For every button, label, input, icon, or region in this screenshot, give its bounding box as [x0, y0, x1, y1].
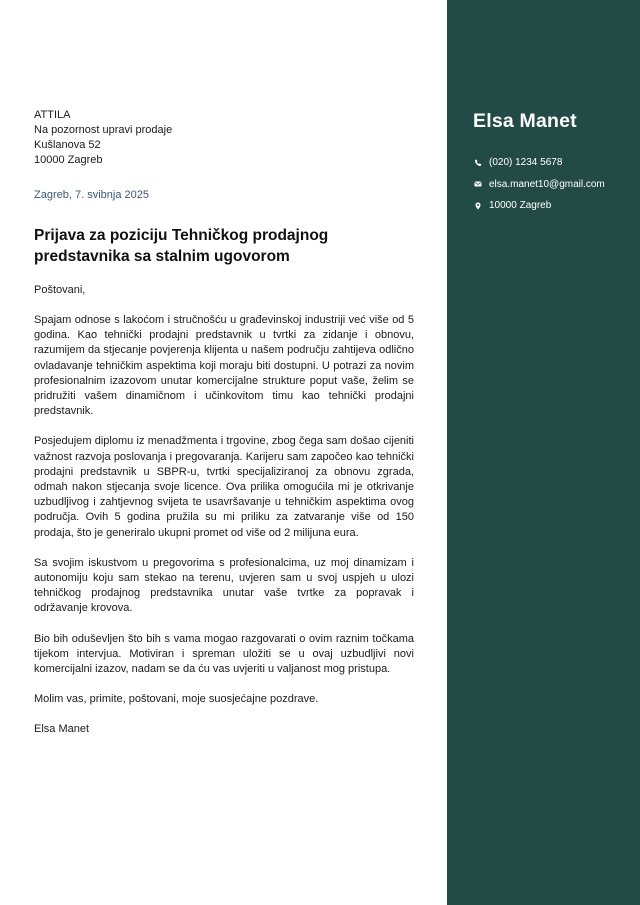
- letter-date: Zagreb, 7. svibnja 2025: [34, 189, 149, 201]
- map-pin-icon: [473, 201, 483, 211]
- contact-email-text[interactable]: elsa.manet10@gmail.com: [489, 178, 605, 190]
- contact-email[interactable]: [473, 177, 633, 192]
- recipient-street: Kušlanova 52: [34, 139, 101, 151]
- contact-location: [473, 198, 633, 213]
- recipient-city: 10000 Zagreb: [34, 154, 103, 166]
- recipient-attention: Na pozornost upravi prodaje: [34, 124, 173, 136]
- letter-paragraph: Bio bih oduševljen što bih s vama mogao razgovarati o ovim raznim točkama tijekom intervjua. Motiviran i spreman uložiti se u ovaj uzbudljivi novi komercijalni izazov, nadam se da ću vas uvjeriti u valjanost mog pristupa.: [34, 632, 414, 676]
- contact-phone: [473, 155, 633, 170]
- contact-sidebar: [447, 0, 640, 905]
- letter-greeting: Poštovani,: [34, 284, 86, 296]
- envelope-icon: [473, 179, 483, 189]
- letter-body: [34, 108, 414, 737]
- contact-location-text: 10000 Zagreb: [489, 200, 552, 211]
- contact-phone-text: (020) 1234 5678: [489, 157, 563, 168]
- contact-list: [473, 155, 633, 220]
- recipient-block: [34, 108, 414, 168]
- sender-name: Elsa Manet: [473, 110, 577, 132]
- letter-paragraph: Sa svojim iskustvom u pregovorima s profesionalcima, uz moj dinamizam i autonomiju koju sam stekao na terenu, uvjeren sam u svoj uspjeh u ulozi tehničkog prodajnog predstavnika unutar vaše tvrtke za popravak i održavanje krovova.: [34, 556, 414, 615]
- phone-icon: [473, 158, 483, 168]
- letter-paragraph: Spajam odnose s lakoćom i stručnošću u građevinskoj industriji već više od 5 godina. Kao tehnički prodajni predstavnik u tvrtki za zidanje i obnovu, razumijem da stjecanje povjerenja klijenta u našem području zahtijeva odlično ovladavanje tehničkim aspektima koji moraju biti dostupni. U potrazi za novim profesionalnim izazovom unutar komercijalne strukture poput vaše, želim se pridružiti vašem dinamičnom i učinkovitom timu kao tehnički prodajni predstavnik.: [34, 314, 414, 418]
- letter-paragraph: Posjedujem diplomu iz menadžmenta i trgovine, zbog čega sam došao cijeniti važnost razvoja poslovanja i pregovaranja. Karijeru sam započeo kao tehnički prodajni predstavnik u SBPR-u, tvrtki specijaliziranoj za obnovu zgrada, odmah nakon stjecanja svoje licence. Ova prilika omogućila mi je otkrivanje uzbudljivog i zahtjevnog svijeta te usavršavanje u tehničkim aspektima ovog područja. Ovih 5 godina pružila su mi priliku za zatvaranje više od 150 prodaja, što je generiralo ukupni promet od više od 2 milijuna eura.: [34, 435, 414, 539]
- recipient-company: ATTILA: [34, 109, 71, 121]
- letter-signature: Elsa Manet: [34, 723, 90, 736]
- letter-subject: Prijava za poziciju Tehničkog prodajnog predstavnika sa stalnim ugovorom: [34, 227, 329, 265]
- letter-closing: Molim vas, primite, poštovani, moje suosjećajne pozdrave.: [34, 693, 319, 706]
